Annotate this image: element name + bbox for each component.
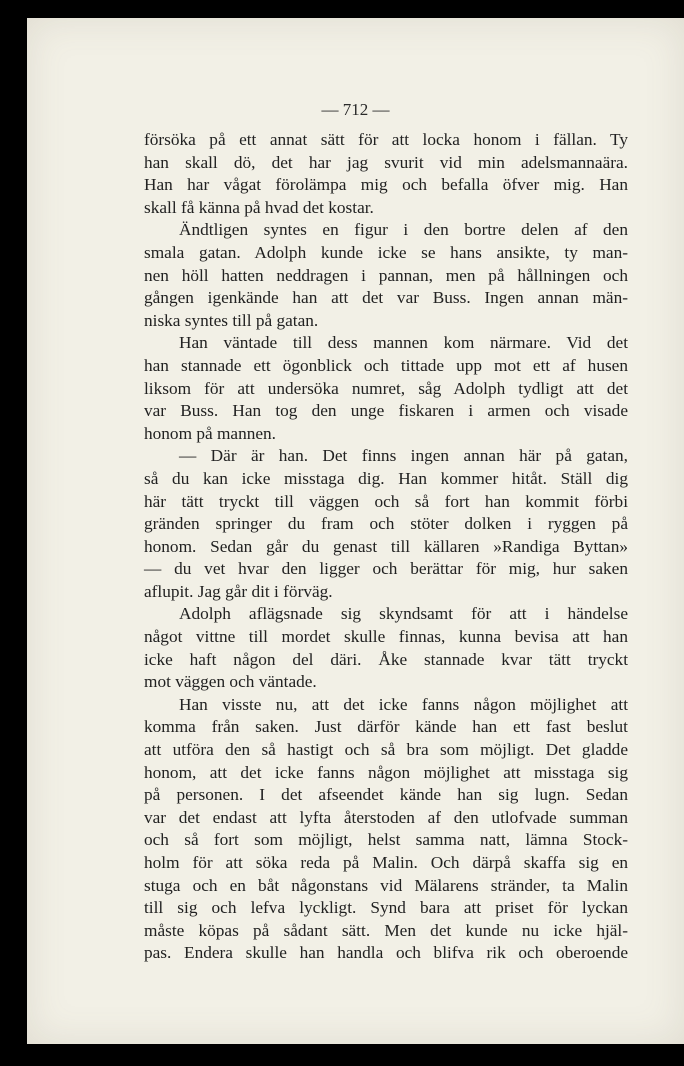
text-line: Han visste nu, att det icke fanns någon möjlighet att [179,694,628,714]
text-line: skall få känna på hvad det kostar. [144,197,374,217]
text-line: holm för att söka reda på Malin. Och därpå skaffa sig en [144,853,628,872]
text-line: aflupit. Jag går dit i förväg. [144,581,333,601]
text-line: smala gatan. Adolph kunde icke se hans ansikte, ty man- [144,242,628,262]
text-line: på personen. I det afseendet kände han sig lugn. Sedan [144,785,628,805]
text-line: försöka på ett annat sätt för att locka honom i fällan. Ty [144,130,628,149]
text-line: pas. Endera skulle han handla och blifva rik och oberoende [144,943,628,963]
text-line: Han väntade till dess mannen kom närmare. Vid det [179,333,628,353]
text-line: nen höll hatten neddragen i pannan, men på hållningen och [144,265,628,285]
text-line: icke haft någon del däri. Åke stannade kvar tätt tryckt [144,649,628,669]
text-line: honom. Sedan går du genast till källaren »Randiga Byttan» [144,536,628,556]
text-line: honom på mannen. [144,423,276,443]
text-line: — du vet hvar den ligger och berättar för mig, hur saken [144,559,628,579]
text-line: här tätt tryckt till väggen och så fort han kommit förbi [144,491,628,511]
page-number: — 712 — [321,100,390,119]
text-line: han skall dö, det har jag svurit vid min adelsmannaära. [144,152,628,172]
text-line: något vittne till mordet skulle finnas, kunna bevisa att han [144,627,628,647]
text-line: stuga och en båt någonstans vid Mälarens stränder, ta Malin [144,875,628,895]
text-line: han stannade ett ögonblick och tittade upp mot ett af husen [144,355,628,375]
text-line: och så fort som möjligt, helst samma natt, lämna Stock- [144,830,628,850]
text-line: så du kan icke misstaga dig. Han kommer hitåt. Ställ dig [144,468,628,488]
text-line: att utföra den så hastigt och så bra som möjligt. Det gladde [144,740,628,760]
text-line: måste köpas på sådant sätt. Men det kunde nu icke hjäl- [144,920,628,940]
text-line: — Där är han. Det finns ingen annan här på gatan, [179,446,628,466]
text-line: Adolph aflägsnade sig skyndsamt för att i händelse [179,604,628,624]
book-page [27,18,684,1044]
text-line: honom, att det icke fanns någon möjlighet att misstaga sig [144,762,628,782]
text-line: Ändtligen syntes en figur i den bortre delen af den [179,220,628,240]
body-text [144,129,628,965]
text-line: komma från saken. Just därför kände han ett fast beslut [144,717,628,737]
text-line: mot väggen och väntade. [144,672,317,692]
text-line: niska syntes till på gatan. [144,310,319,330]
text-line: gången igenkände han att det var Buss. Ingen annan män- [144,288,628,308]
text-line: till sig och lefva lyckligt. Synd bara att priset för lyckan [144,898,628,918]
text-line: var Buss. Han tog den unge fiskaren i armen och visade [144,401,628,421]
text-line: Han har vågat förolämpa mig och befalla öfver mig. Han [144,175,628,195]
text-line: var det endast att lyfta återstoden af den utlofvade summan [144,807,628,827]
text-line: liksom för att undersöka numret, såg Adolph tydligt att det [144,378,628,398]
text-line: gränden springer du fram och stöter dolken i ryggen på [144,514,628,534]
